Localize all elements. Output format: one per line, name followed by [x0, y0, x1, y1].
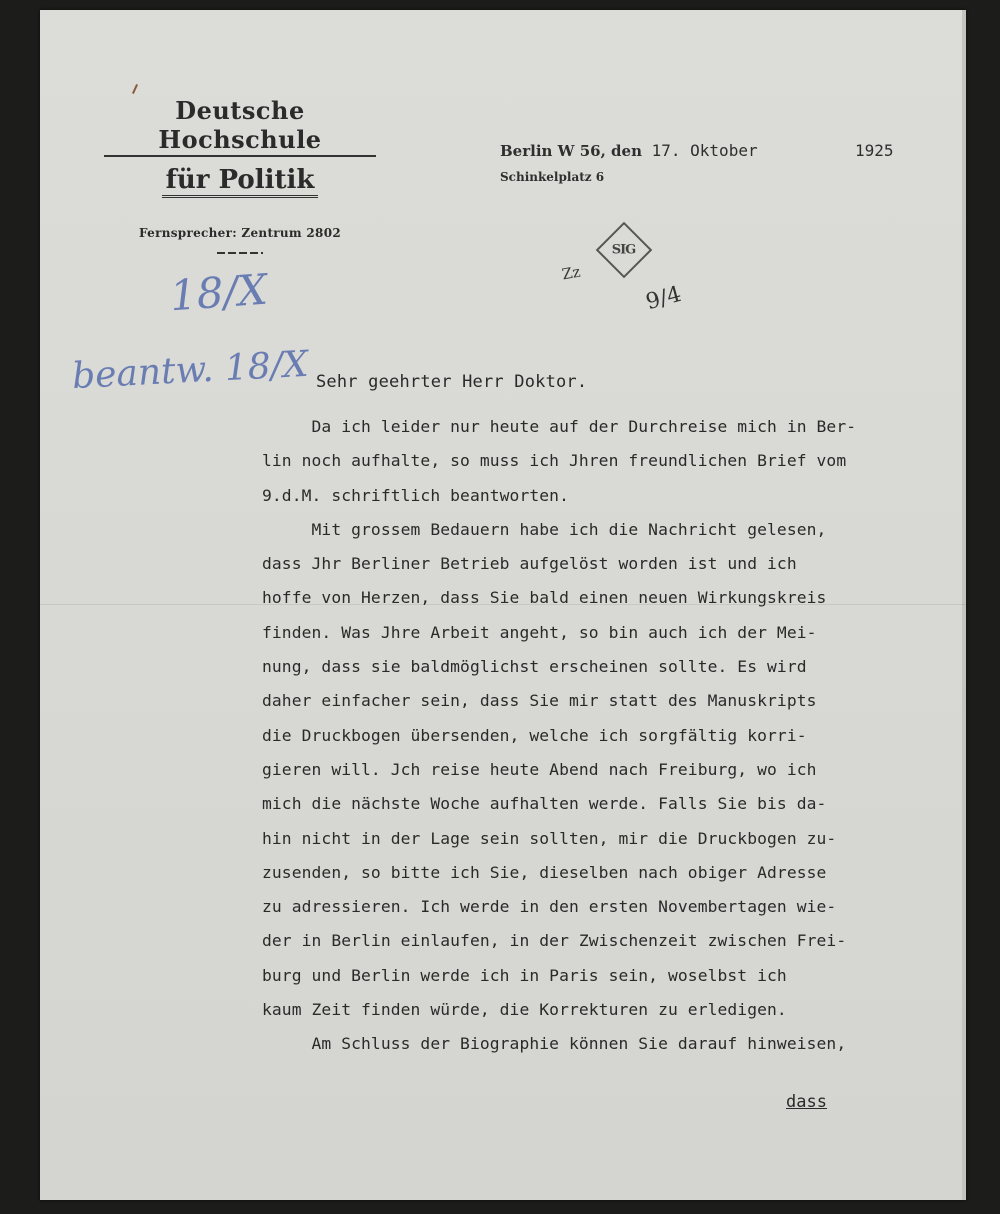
zz-mark: Zz [560, 262, 582, 284]
letter-line: burg und Berlin werde ich in Paris sein, woselbst ich [262, 965, 787, 985]
catchword: dass [786, 1092, 827, 1112]
letterhead [104, 96, 376, 254]
dateline-street: Schinkelplatz 6 [500, 170, 605, 184]
dateline [500, 141, 758, 160]
letter-line: Am Schluss der Biographie können Sie darauf hinweisen, [262, 1034, 847, 1054]
stamp-text: SIG [612, 242, 636, 258]
letter-line: die Druckbogen übersenden, welche ich sorgfältig korri- [262, 725, 807, 745]
letterhead-institution: Deutsche Hochschule [104, 96, 376, 157]
dateline-city: Berlin W 56, den [500, 142, 642, 160]
letter-line: zu adressieren. Ich werde in den ersten Novembertagen wie- [262, 897, 837, 917]
letter-line: daher einfacher sein, dass Sie mir statt des Manuskripts [262, 691, 817, 711]
letter-body [262, 410, 922, 1062]
letter-line: 9.d.M. schriftlich beantworten. [262, 485, 569, 505]
dateline-date: 17. Oktober [651, 141, 758, 160]
handwritten-answered-note: beantw. 18/X [71, 343, 310, 398]
letter-greeting: Sehr geehrter Herr Doktor. [316, 372, 588, 392]
handwritten-date-note: 18/X [168, 264, 270, 321]
letter-line: hin nicht in der Lage sein sollten, mir die Druckbogen zu- [262, 828, 837, 848]
letter-line: gieren will. Jch reise heute Abend nach Freiburg, wo ich [262, 759, 817, 779]
letterhead-phone: Fernsprecher: Zentrum 2802 [138, 226, 342, 240]
dateline-year: 1925 [855, 141, 894, 160]
letter-line: mich die nächste Woche aufhalten werde. Falls Sie bis da- [262, 794, 827, 814]
letter-line: kaum Zeit finden würde, die Korrekturen zu erledigen. [262, 1000, 787, 1020]
letter-line: finden. Was Jhre Arbeit angeht, so bin auch ich der Mei- [262, 622, 817, 642]
letter-line: nung, dass sie baldmöglichst erscheinen sollte. Es wird [262, 657, 807, 677]
letter-sheet [40, 10, 966, 1200]
letter-line: dass Jhr Berliner Betrieb aufgelöst worden ist und ich [262, 554, 797, 574]
letter-line: zusenden, so bitte ich Sie, dieselben nach obiger Adresse [262, 862, 827, 882]
letter-line: Da ich leider nur heute auf der Durchreise mich in Ber- [262, 417, 857, 436]
letter-line: der in Berlin einlaufen, in der Zwischenzeit zwischen Frei- [262, 931, 847, 951]
letter-line: lin noch aufhalte, so muss ich Jhren freundlichen Brief vom [262, 451, 847, 471]
letterhead-divider [217, 252, 263, 254]
handwritten-number: 9/4 [643, 281, 685, 316]
letter-line: Mit grossem Bedauern habe ich die Nachricht gelesen, [262, 519, 827, 539]
letter-line: hoffe von Herzen, dass Sie bald einen neuen Wirkungskreis [262, 588, 827, 608]
letterhead-subtitle: für Politik [162, 165, 319, 198]
